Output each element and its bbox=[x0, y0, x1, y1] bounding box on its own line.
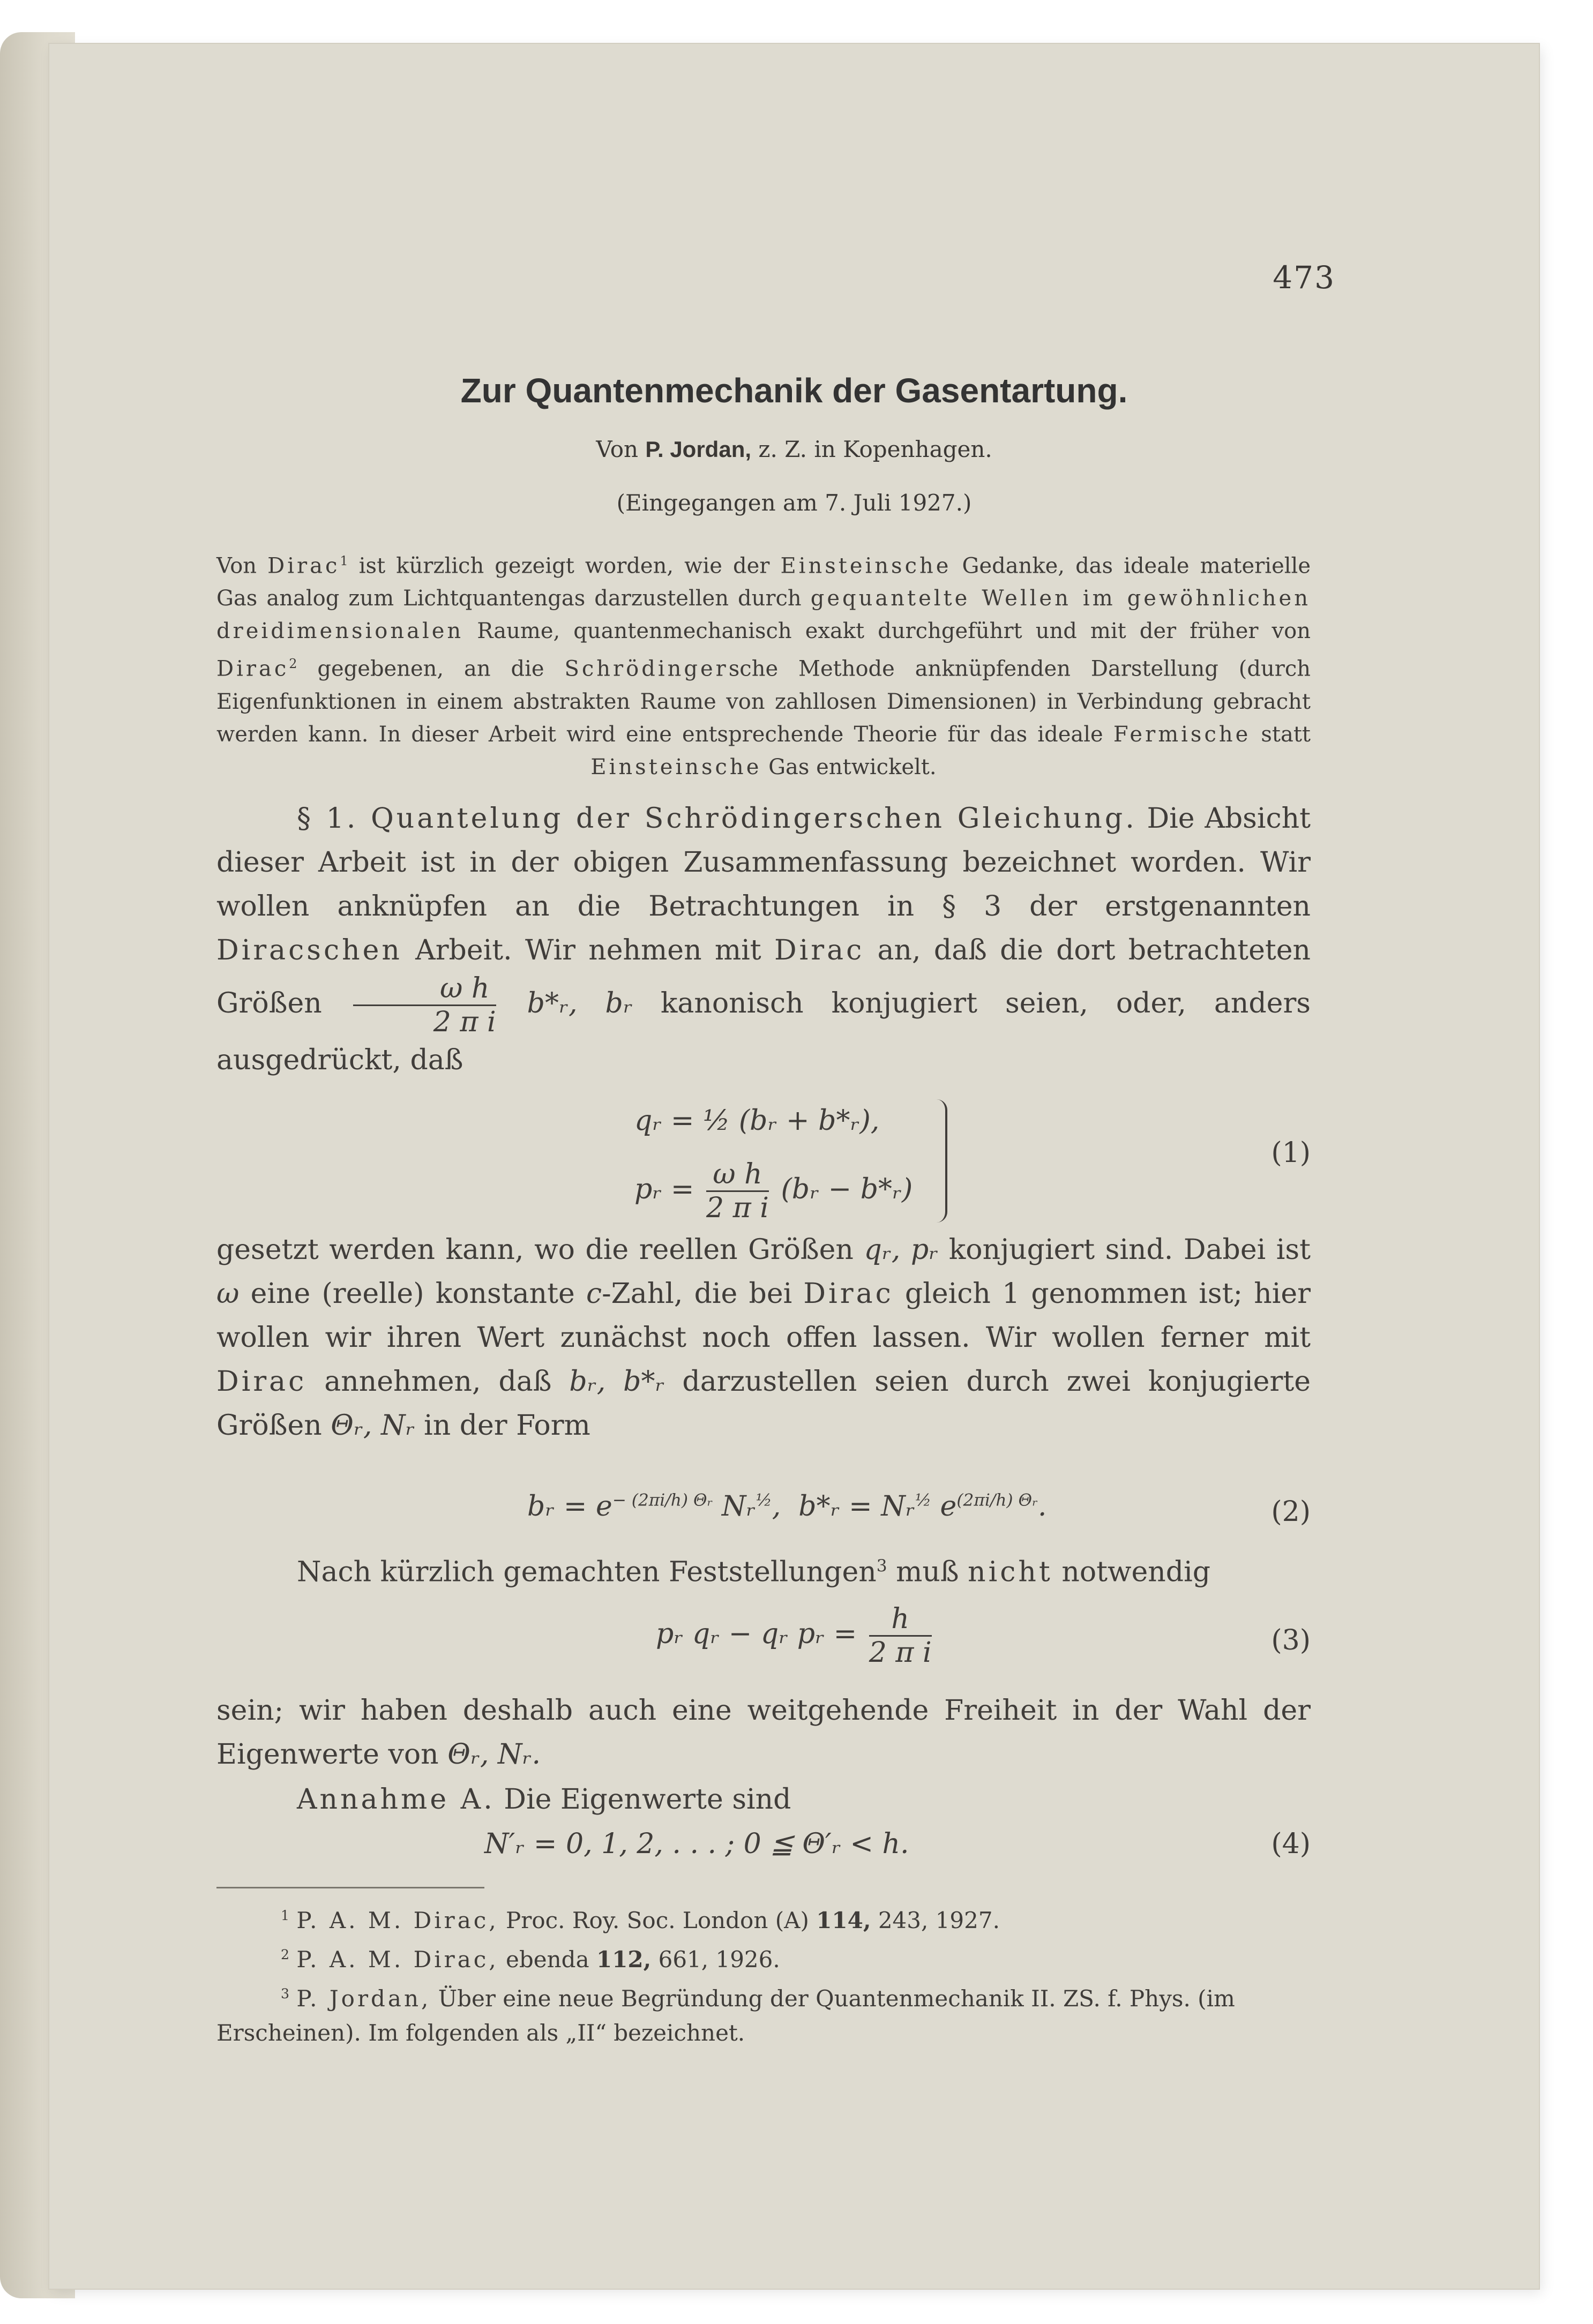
footnote-3 bbox=[216, 1977, 1311, 2050]
abstract-text: ist kürzlich gezeigt worden, wie der bbox=[348, 553, 781, 579]
footnote-number: 2 bbox=[281, 1947, 290, 1962]
footnote-author: P. A. M. Dirac, bbox=[296, 1907, 499, 1933]
eq1-line2: pᵣ = $\frac{\text{ω h}}{\text{2 π i}}$ (bᵣ − b*ᵣ) bbox=[634, 1158, 913, 1224]
footnote-ref-3: 3 bbox=[876, 1556, 887, 1576]
math-inline: Θᵣ, Nᵣ bbox=[331, 1410, 415, 1442]
equation-2 bbox=[216, 1469, 1311, 1533]
eq1-line1: qᵣ = ½ (bᵣ + b*ᵣ), bbox=[634, 1105, 880, 1137]
math-inline: c bbox=[586, 1278, 602, 1310]
abstract-schrodinger: Schrödinger bbox=[564, 656, 729, 681]
dirac-name: Dirac bbox=[774, 934, 865, 966]
journal-page bbox=[49, 44, 1539, 2289]
equation-number: (4) bbox=[1271, 1828, 1311, 1860]
abstract-text: gegebenen, an die bbox=[297, 656, 565, 681]
author-prefix: Von bbox=[596, 436, 639, 462]
footnote-2 bbox=[216, 1938, 1311, 1977]
abstract-text: Gedanke, das ideale materielle Gas analog zum Lichtquantengas darzustellen durch bbox=[216, 553, 1311, 611]
fraction-omega-h: $\frac{\text{ω h}}{\text{2 π i}}$ bbox=[353, 972, 496, 1038]
emphasis-nicht: nicht bbox=[968, 1556, 1053, 1588]
paragraph-4 bbox=[216, 1689, 1311, 1776]
page-number: 473 bbox=[1273, 259, 1335, 296]
paragraph-3 bbox=[216, 1544, 1311, 1594]
footnote-author: P. A. M. Dirac, bbox=[296, 1946, 499, 1973]
footnote-text: Über eine neue Begründung der Quantenmechanik II. ZS. f. Phys. (im Erscheinen). Im folgenden als „II“ bezeichnet. bbox=[216, 1985, 1235, 2046]
math-inline: qᵣ, pᵣ bbox=[864, 1234, 939, 1266]
author-location: z. Z. in Kopenhagen. bbox=[758, 436, 992, 462]
abstract-text: Raume, quantenmechanisch exakt durchgeführt und mit der früher von bbox=[463, 619, 1311, 644]
eq2-formula: bᵣ = $e^{- (2\pi i/h) \Theta ᵣ}$ Nᵣ$^{\frac{1}{2}}$, b*ᵣ = Nᵣ$^{\frac{1}{2}}$ $e^{(2\pi i/h) \Theta ᵣ}$. bbox=[527, 1490, 1047, 1523]
abstract bbox=[216, 545, 1311, 784]
body-text: gesetzt werden kann, wo die reellen Größen bbox=[216, 1234, 864, 1266]
body-text: an, daß die dort betrachteten Größen bbox=[216, 934, 1311, 1019]
math-inline: Θᵣ, Nᵣ. bbox=[447, 1738, 541, 1771]
received-date: (Eingegangen am 7. Juli 1927.) bbox=[616, 490, 972, 516]
body-text: Die Absicht dieser Arbeit ist in der obigen Zusammenfassung bezeichnet worden. Wir wollen anknüpfen an die Betrachtungen in § 3 der erstgenannten bbox=[216, 803, 1311, 923]
abstract-fermi: Fermische bbox=[1113, 722, 1251, 747]
footnote-text: ebenda bbox=[498, 1946, 596, 1973]
abstract-text: Gas entwickelt. bbox=[761, 754, 937, 779]
math-inline: bᵣ, b*ᵣ bbox=[569, 1366, 665, 1398]
abstract-dirac: Dirac bbox=[267, 553, 340, 579]
abstract-gequantelte: gequantelte Wellen im gewöhnlichen dreidimensionalen bbox=[216, 586, 1311, 644]
paragraph-2 bbox=[216, 1228, 1311, 1448]
body-text: Nach kürzlich gemachten Feststellungen bbox=[297, 1556, 877, 1588]
footnote-author: P. Jordan, bbox=[296, 1985, 431, 2012]
body-text: -Zahl, die bei bbox=[602, 1278, 804, 1310]
body-text: konjugiert sind. Dabei ist bbox=[938, 1234, 1311, 1266]
assumption-label: Annahme A. bbox=[297, 1783, 495, 1816]
author-line bbox=[49, 436, 1539, 462]
body-text: darzustellen seien durch zwei konjugierte Größen bbox=[216, 1366, 1311, 1442]
body-text: in der Form bbox=[415, 1410, 590, 1442]
article-title: Zur Quantenmechanik der Gasentartung. bbox=[460, 371, 1128, 410]
abstract-einstein: Einsteinsche bbox=[590, 754, 762, 779]
eq3-formula: pᵣ qᵣ − qᵣ pᵣ = $\frac{h}{\text{2 π i}}$ bbox=[656, 1603, 932, 1669]
body-text: annehmen, daß bbox=[306, 1366, 570, 1398]
footnote-number: 1 bbox=[281, 1908, 290, 1923]
equation-4 bbox=[216, 1828, 1311, 1876]
footnotes bbox=[216, 1899, 1311, 2050]
eq4-formula: N′ᵣ = 0, 1, 2, . . . ; 0 ≦ Θ′ᵣ < h. bbox=[484, 1828, 909, 1860]
dirac-name: Diracschen bbox=[216, 934, 402, 966]
equation-number: (1) bbox=[1271, 1137, 1311, 1169]
footnote-ref-2: 2 bbox=[289, 656, 297, 672]
author-name: P. Jordan, bbox=[645, 437, 752, 462]
abstract-text: Von bbox=[216, 553, 268, 579]
body-text: sein; wir haben deshalb auch eine weitgehende Freiheit in der Wahl der Eigenwerte von bbox=[216, 1695, 1311, 1771]
section-heading: § 1. Quantelung der Schrödingerschen Gleichung. bbox=[297, 803, 1137, 835]
equation-number: (2) bbox=[1271, 1496, 1311, 1528]
abstract-einstein: Einsteinsche bbox=[780, 553, 952, 579]
equation-3 bbox=[216, 1598, 1311, 1683]
footnote-text: 243, 1927. bbox=[871, 1907, 1000, 1933]
section-1-paragraph bbox=[216, 797, 1311, 1082]
eq1-brace bbox=[934, 1099, 947, 1223]
equation-number: (3) bbox=[1271, 1624, 1311, 1656]
footnote-volume: 114, bbox=[816, 1907, 871, 1933]
body-text: Arbeit. Wir nehmen mit bbox=[402, 934, 774, 966]
abstract-text: statt bbox=[1251, 722, 1311, 747]
body-text: muß bbox=[887, 1556, 968, 1588]
body-text: eine (reelle) konstante bbox=[239, 1278, 586, 1310]
math-inline: ω bbox=[216, 1278, 240, 1310]
footnote-volume: 112, bbox=[596, 1946, 652, 1973]
footnote-text: Proc. Roy. Soc. London (A) bbox=[498, 1907, 817, 1933]
dirac-name: Dirac bbox=[803, 1278, 894, 1310]
body-text: kanonisch konjugiert seien, oder, anders ausgedrückt, daß bbox=[216, 987, 1311, 1076]
footnote-text: 661, 1926. bbox=[651, 1946, 780, 1973]
body-text: gleich 1 genommen ist; hier wollen wir ihren Wert zunächst noch offen lassen. Wir wollen ferner mit bbox=[216, 1278, 1311, 1354]
footnote-divider bbox=[216, 1887, 484, 1888]
body-text: notwendig bbox=[1052, 1556, 1210, 1588]
abstract-dirac: Dirac bbox=[216, 656, 289, 681]
footnote-1 bbox=[216, 1899, 1311, 1938]
math-inline: b*ᵣ, bᵣ bbox=[499, 987, 633, 1019]
footnote-number: 3 bbox=[281, 1986, 290, 2001]
abstract-text: sche Methode anknüpfenden Darstellung (durch Eigenfunktionen in einem abstrakten Raume von zahllosen Dimensionen) in Verbindung gebracht werden kann. In dieser Arbeit wird eine entsprechende Theorie für das ideale bbox=[216, 656, 1311, 747]
body-text: Die Eigenwerte sind bbox=[495, 1783, 791, 1816]
dirac-name: Dirac bbox=[216, 1366, 307, 1398]
equation-1 bbox=[216, 1094, 1311, 1233]
assumption-a bbox=[216, 1778, 1311, 1821]
footnote-ref-1: 1 bbox=[340, 553, 348, 568]
